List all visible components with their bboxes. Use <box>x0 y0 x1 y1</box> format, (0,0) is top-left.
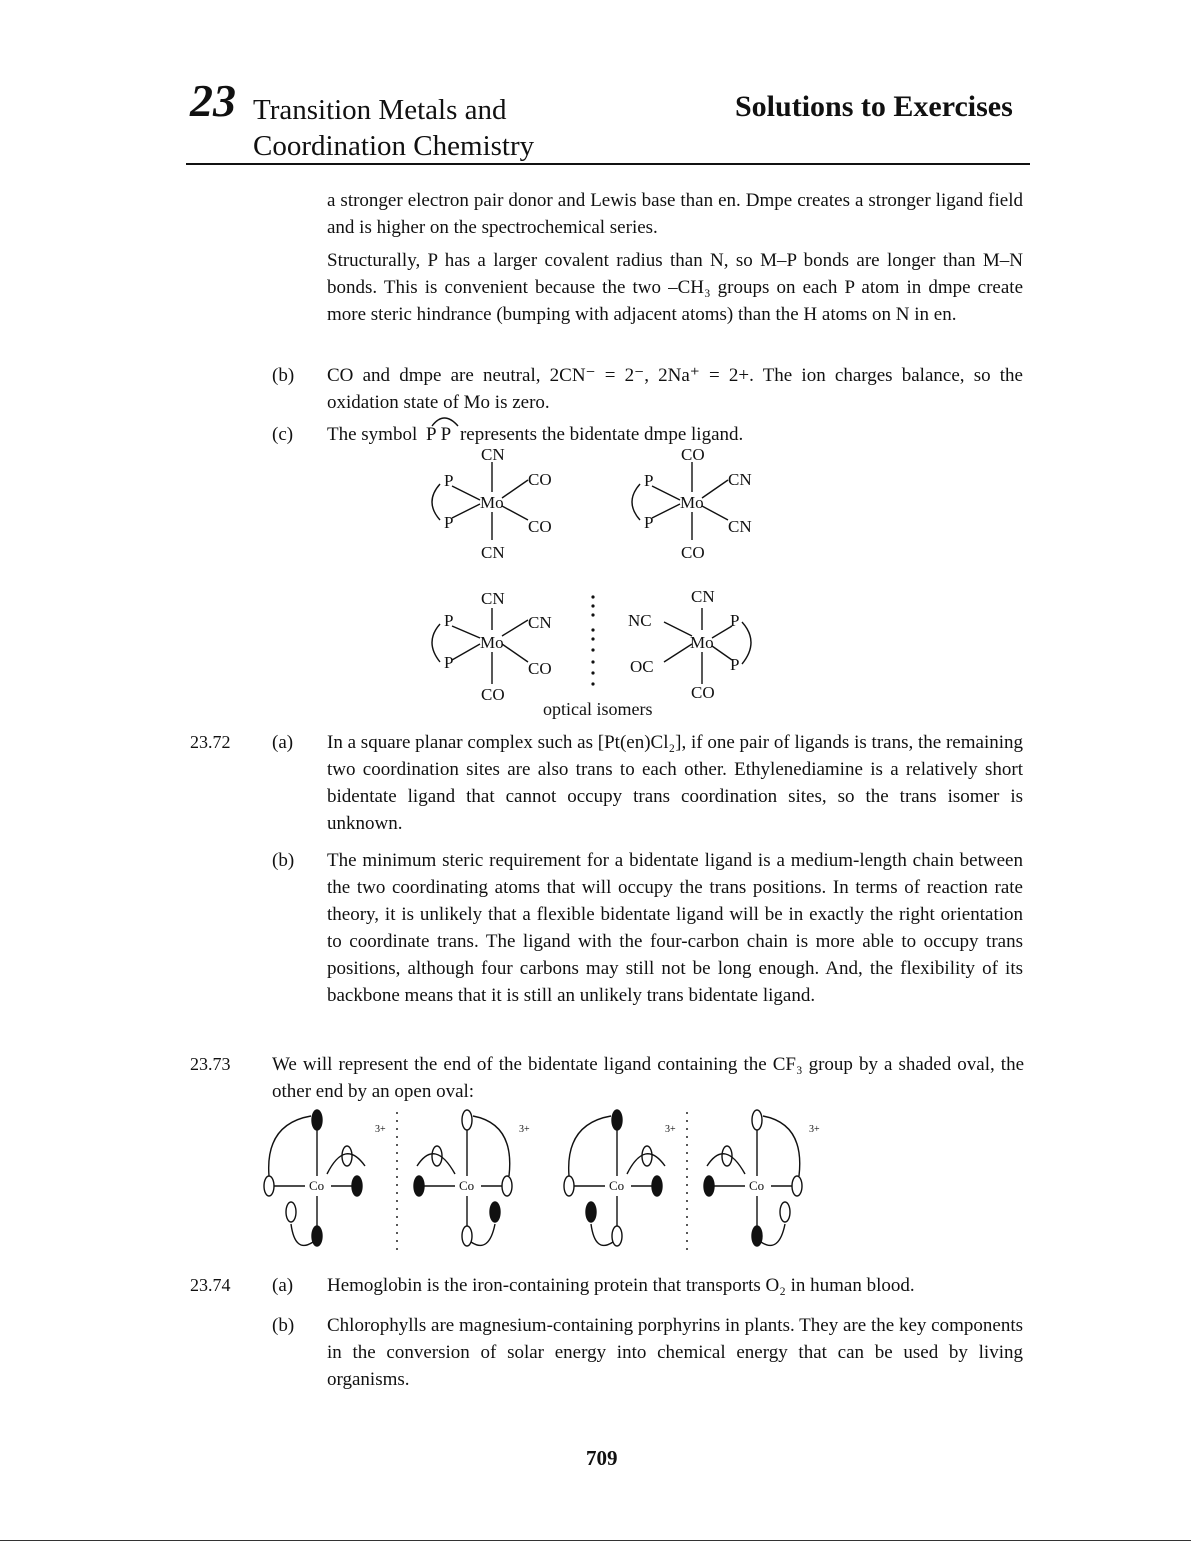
co-metal-3: Co <box>609 1178 625 1193</box>
s4-top: CN <box>691 587 715 606</box>
co-charge-4: 3+ <box>809 1124 820 1135</box>
chapter-title-line2: Coordination Chemistry <box>253 130 535 162</box>
s3-p-bottom: P <box>444 653 454 672</box>
s2-upper-right: CN <box>728 470 752 489</box>
page-number: 709 <box>586 1446 618 1470</box>
page-bottom-line <box>0 1540 1191 1541</box>
co-metal-2: Co <box>459 1178 475 1193</box>
s2-top: CO <box>681 445 705 464</box>
ex74-a-text: Hemoglobin is the iron-containing protein that transports O₂ in human blood. <box>327 1275 915 1296</box>
ex73-text: We will represent the end of the bidentate ligand containing the CF₃ group by a shaded oval, the other end by an open oval: <box>272 1054 1024 1102</box>
s3-lower-right: CO <box>528 659 552 678</box>
s4-bottom: CO <box>691 683 715 702</box>
s4-upper-left: NC <box>628 611 652 630</box>
header-rule <box>186 163 1030 165</box>
s3-bottom: CO <box>481 685 505 704</box>
co-charge-2: 3+ <box>519 1124 530 1135</box>
s3-top: CN <box>481 589 505 608</box>
s4-metal: Mo <box>690 633 714 652</box>
mo-isomer-diagrams <box>410 440 790 730</box>
chapter-title-line1: Transition Metals and <box>253 94 507 126</box>
s2-bottom: CO <box>681 543 705 562</box>
ex72-a-label: (a) <box>272 732 294 753</box>
ex74-b-text: Chlorophylls are magnesium-containing porphyrins in plants. They are the key components in the conversion of solar energy into chemical energy that can be used by living organisms. <box>327 1315 1023 1390</box>
ex72-number: 23.72 <box>190 732 231 752</box>
section-title: Solutions to Exercises <box>735 90 1013 123</box>
ex74-number: 23.74 <box>190 1275 231 1295</box>
s1-p-top: P <box>444 471 454 490</box>
ex72-b-label: (b) <box>272 850 295 871</box>
s4-p-bottom: P <box>730 655 740 674</box>
s3-metal: Mo <box>480 633 504 652</box>
ex72-a-text: In a square planar complex such as [Pt(en)Cl₂], if one pair of ligands is trans, the remaining two coordination sites are also trans to each other. Ethylenediamine is a relatively short bidentate ligand that cannot occupy trans coordination sites, so the trans isomer is unknown. <box>327 732 1023 834</box>
chapter-number: 23 <box>190 75 236 126</box>
s1-top: CN <box>481 445 505 464</box>
co-metal-1: Co <box>309 1178 325 1193</box>
item-c-pre: The symbol <box>327 424 418 445</box>
co-charge-1: 3+ <box>375 1124 386 1135</box>
ex74-b-label: (b) <box>272 1315 295 1336</box>
s3-p-top: P <box>444 611 454 630</box>
item-c-post: represents the bidentate dmpe ligand. <box>459 424 744 445</box>
ex72-b-text: The minimum steric requirement for a bidentate ligand is a medium-length chain between the two coordinating atoms that will occupy the trans positions. In terms of reaction rate theory, it is unlikely that a flexible bidentate ligand will be in exactly the right orientation to coordinate trans. The ligand with the four-carbon chain is more able to occupy trans positions, although four carbons may still not be long enough. And, the flexibility of its backbone means that it is still an unlikely trans bidentate ligand. <box>327 850 1023 1006</box>
co-isomer-diagrams <box>255 1108 855 1258</box>
s3-upper-right: CN <box>528 613 552 632</box>
s1-lower-right: CO <box>528 517 552 536</box>
s1-bottom: CN <box>481 543 505 562</box>
item-b-text: CO and dmpe are neutral, 2CN⁻ = 2⁻, 2Na⁺ = 2+. The ion charges balance, so the oxidation state of Mo is zero. <box>327 365 1023 413</box>
co-metal-4: Co <box>749 1178 765 1193</box>
item-b-label: (b) <box>272 365 295 386</box>
s4-p-top: P <box>730 611 740 630</box>
s2-lower-right: CN <box>728 517 752 536</box>
item-c-label: (c) <box>272 424 294 445</box>
s2-metal: Mo <box>680 493 704 512</box>
optical-isomers-caption: optical isomers <box>543 699 653 719</box>
ex74-a-label: (a) <box>272 1275 294 1296</box>
s1-upper-right: CO <box>528 470 552 489</box>
s1-metal: Mo <box>480 493 504 512</box>
s1-p-bottom: P <box>444 513 454 532</box>
co-charge-3: 3+ <box>665 1124 676 1135</box>
s2-p-top: P <box>644 471 654 490</box>
paragraph-continued: a stronger electron pair donor and Lewis base than en. Dmpe creates a stronger ligand field and is higher on the spectrochemical series. <box>327 190 1023 238</box>
dmpe-arc-icon <box>428 412 464 428</box>
dmpe-symbol-text: P P <box>426 424 452 445</box>
s4-lower-left: OC <box>630 657 654 676</box>
ex73-number: 23.73 <box>190 1054 231 1074</box>
s2-p-bottom: P <box>644 513 654 532</box>
chapter-title <box>253 92 534 164</box>
paragraph-structure: Structurally, P has a larger covalent radius than N, so M–P bonds are longer than M–N bonds. This is convenient because the two –CH₃ groups on each P atom in dmpe create more steric hindrance (bumping with adjacent atoms) than the H atoms on N in en. <box>327 250 1023 325</box>
